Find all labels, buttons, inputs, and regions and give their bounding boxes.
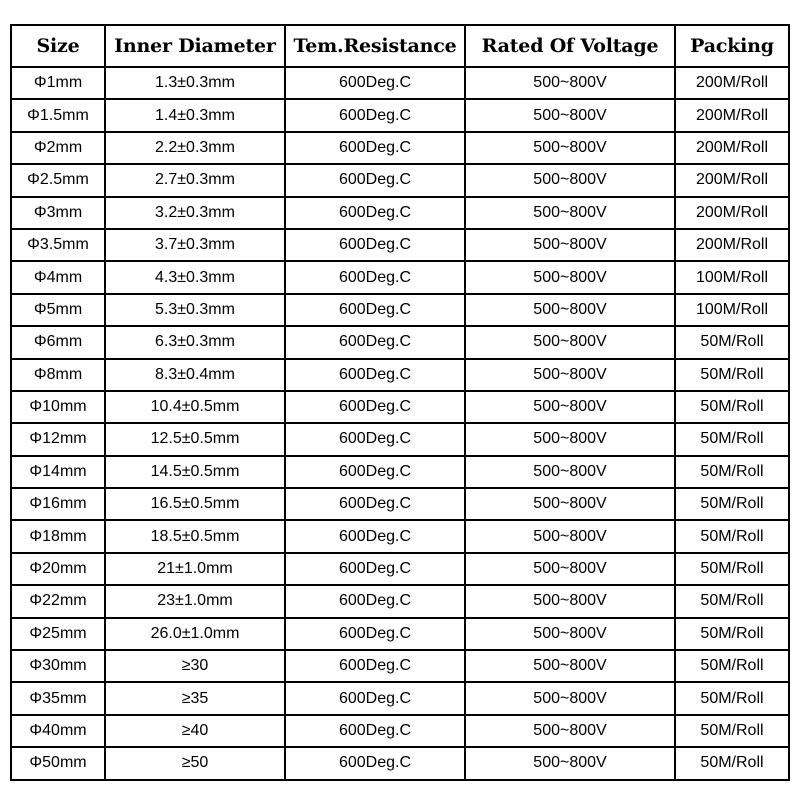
cell-rated-voltage: 500~800V	[465, 715, 675, 747]
table-row	[11, 261, 789, 293]
spec-table	[10, 24, 790, 781]
cell-inner-diameter: 16.5±0.5mm	[105, 488, 285, 520]
header-row	[11, 25, 789, 67]
cell-tem-resistance: 600Deg.C	[285, 132, 465, 164]
cell-tem-resistance: 600Deg.C	[285, 294, 465, 326]
cell-size: Φ3.5mm	[11, 229, 105, 261]
cell-tem-resistance: 600Deg.C	[285, 682, 465, 714]
cell-size: Φ1.5mm	[11, 99, 105, 131]
table-row	[11, 197, 789, 229]
table-row	[11, 715, 789, 747]
cell-size: Φ8mm	[11, 359, 105, 391]
cell-inner-diameter: 2.2±0.3mm	[105, 132, 285, 164]
cell-rated-voltage: 500~800V	[465, 359, 675, 391]
cell-inner-diameter: 4.3±0.3mm	[105, 261, 285, 293]
cell-rated-voltage: 500~800V	[465, 488, 675, 520]
table-row	[11, 132, 789, 164]
cell-size: Φ4mm	[11, 261, 105, 293]
cell-packing: 50M/Roll	[675, 359, 789, 391]
cell-tem-resistance: 600Deg.C	[285, 391, 465, 423]
cell-size: Φ16mm	[11, 488, 105, 520]
cell-size: Φ22mm	[11, 585, 105, 617]
cell-rated-voltage: 500~800V	[465, 456, 675, 488]
cell-packing: 50M/Roll	[675, 682, 789, 714]
header-tem-resistance: Tem.Resistance	[285, 25, 465, 67]
cell-rated-voltage: 500~800V	[465, 132, 675, 164]
cell-inner-diameter: 2.7±0.3mm	[105, 164, 285, 196]
cell-inner-diameter: 14.5±0.5mm	[105, 456, 285, 488]
cell-rated-voltage: 500~800V	[465, 99, 675, 131]
cell-inner-diameter: 18.5±0.5mm	[105, 520, 285, 552]
spec-table-container	[10, 24, 788, 781]
cell-size: Φ1mm	[11, 67, 105, 99]
cell-packing: 200M/Roll	[675, 67, 789, 99]
table-row	[11, 67, 789, 99]
cell-inner-diameter: 8.3±0.4mm	[105, 359, 285, 391]
cell-size: Φ3mm	[11, 197, 105, 229]
cell-packing: 200M/Roll	[675, 229, 789, 261]
cell-size: Φ2mm	[11, 132, 105, 164]
cell-packing: 200M/Roll	[675, 197, 789, 229]
cell-rated-voltage: 500~800V	[465, 520, 675, 552]
cell-tem-resistance: 600Deg.C	[285, 326, 465, 358]
table-row	[11, 585, 789, 617]
cell-packing: 50M/Roll	[675, 391, 789, 423]
cell-size: Φ14mm	[11, 456, 105, 488]
cell-rated-voltage: 500~800V	[465, 229, 675, 261]
cell-packing: 50M/Roll	[675, 553, 789, 585]
cell-packing: 50M/Roll	[675, 715, 789, 747]
cell-inner-diameter: 3.7±0.3mm	[105, 229, 285, 261]
cell-size: Φ25mm	[11, 618, 105, 650]
cell-inner-diameter: 1.3±0.3mm	[105, 67, 285, 99]
cell-packing: 50M/Roll	[675, 585, 789, 617]
cell-tem-resistance: 600Deg.C	[285, 553, 465, 585]
cell-tem-resistance: 600Deg.C	[285, 650, 465, 682]
table-row	[11, 164, 789, 196]
cell-tem-resistance: 600Deg.C	[285, 488, 465, 520]
cell-inner-diameter: 6.3±0.3mm	[105, 326, 285, 358]
cell-tem-resistance: 600Deg.C	[285, 715, 465, 747]
cell-tem-resistance: 600Deg.C	[285, 520, 465, 552]
cell-packing: 50M/Roll	[675, 650, 789, 682]
cell-packing: 200M/Roll	[675, 132, 789, 164]
table-row	[11, 99, 789, 131]
cell-rated-voltage: 500~800V	[465, 423, 675, 455]
cell-inner-diameter: ≥35	[105, 682, 285, 714]
cell-rated-voltage: 500~800V	[465, 650, 675, 682]
cell-size: Φ50mm	[11, 747, 105, 779]
cell-tem-resistance: 600Deg.C	[285, 197, 465, 229]
cell-packing: 50M/Roll	[675, 326, 789, 358]
cell-packing: 200M/Roll	[675, 99, 789, 131]
table-row	[11, 520, 789, 552]
cell-size: Φ30mm	[11, 650, 105, 682]
cell-inner-diameter: 3.2±0.3mm	[105, 197, 285, 229]
cell-size: Φ10mm	[11, 391, 105, 423]
cell-tem-resistance: 600Deg.C	[285, 585, 465, 617]
table-row	[11, 294, 789, 326]
header-size: Size	[11, 25, 105, 67]
cell-size: Φ40mm	[11, 715, 105, 747]
cell-rated-voltage: 500~800V	[465, 682, 675, 714]
cell-rated-voltage: 500~800V	[465, 747, 675, 779]
cell-rated-voltage: 500~800V	[465, 391, 675, 423]
cell-packing: 100M/Roll	[675, 294, 789, 326]
cell-inner-diameter: 23±1.0mm	[105, 585, 285, 617]
cell-packing: 50M/Roll	[675, 456, 789, 488]
cell-packing: 50M/Roll	[675, 520, 789, 552]
table-row	[11, 326, 789, 358]
cell-packing: 100M/Roll	[675, 261, 789, 293]
cell-packing: 50M/Roll	[675, 488, 789, 520]
cell-rated-voltage: 500~800V	[465, 326, 675, 358]
cell-inner-diameter: ≥30	[105, 650, 285, 682]
table-body	[11, 67, 789, 780]
cell-rated-voltage: 500~800V	[465, 197, 675, 229]
cell-size: Φ2.5mm	[11, 164, 105, 196]
cell-tem-resistance: 600Deg.C	[285, 229, 465, 261]
table-row	[11, 618, 789, 650]
cell-tem-resistance: 600Deg.C	[285, 99, 465, 131]
cell-tem-resistance: 600Deg.C	[285, 261, 465, 293]
cell-inner-diameter: 21±1.0mm	[105, 553, 285, 585]
table-row	[11, 553, 789, 585]
cell-inner-diameter: 12.5±0.5mm	[105, 423, 285, 455]
header-packing: Packing	[675, 25, 789, 67]
cell-packing: 50M/Roll	[675, 747, 789, 779]
cell-inner-diameter: 10.4±0.5mm	[105, 391, 285, 423]
cell-rated-voltage: 500~800V	[465, 585, 675, 617]
cell-packing: 50M/Roll	[675, 618, 789, 650]
cell-tem-resistance: 600Deg.C	[285, 359, 465, 391]
cell-size: Φ20mm	[11, 553, 105, 585]
cell-rated-voltage: 500~800V	[465, 618, 675, 650]
table-row	[11, 229, 789, 261]
cell-inner-diameter: ≥40	[105, 715, 285, 747]
header-rated-voltage: Rated Of Voltage	[465, 25, 675, 67]
cell-rated-voltage: 500~800V	[465, 553, 675, 585]
cell-tem-resistance: 600Deg.C	[285, 618, 465, 650]
cell-size: Φ35mm	[11, 682, 105, 714]
table-row	[11, 650, 789, 682]
cell-tem-resistance: 600Deg.C	[285, 747, 465, 779]
table-row	[11, 456, 789, 488]
table-row	[11, 747, 789, 779]
cell-size: Φ12mm	[11, 423, 105, 455]
cell-tem-resistance: 600Deg.C	[285, 164, 465, 196]
cell-tem-resistance: 600Deg.C	[285, 423, 465, 455]
header-inner-diameter: Inner Diameter	[105, 25, 285, 67]
cell-packing: 50M/Roll	[675, 423, 789, 455]
table-row	[11, 488, 789, 520]
cell-inner-diameter: 1.4±0.3mm	[105, 99, 285, 131]
cell-tem-resistance: 600Deg.C	[285, 67, 465, 99]
table-row	[11, 391, 789, 423]
table-row	[11, 359, 789, 391]
cell-rated-voltage: 500~800V	[465, 294, 675, 326]
cell-tem-resistance: 600Deg.C	[285, 456, 465, 488]
cell-size: Φ5mm	[11, 294, 105, 326]
cell-rated-voltage: 500~800V	[465, 261, 675, 293]
cell-rated-voltage: 500~800V	[465, 67, 675, 99]
cell-rated-voltage: 500~800V	[465, 164, 675, 196]
table-row	[11, 423, 789, 455]
cell-size: Φ18mm	[11, 520, 105, 552]
cell-inner-diameter: 5.3±0.3mm	[105, 294, 285, 326]
table-row	[11, 682, 789, 714]
cell-inner-diameter: 26.0±1.0mm	[105, 618, 285, 650]
cell-packing: 200M/Roll	[675, 164, 789, 196]
cell-size: Φ6mm	[11, 326, 105, 358]
cell-inner-diameter: ≥50	[105, 747, 285, 779]
